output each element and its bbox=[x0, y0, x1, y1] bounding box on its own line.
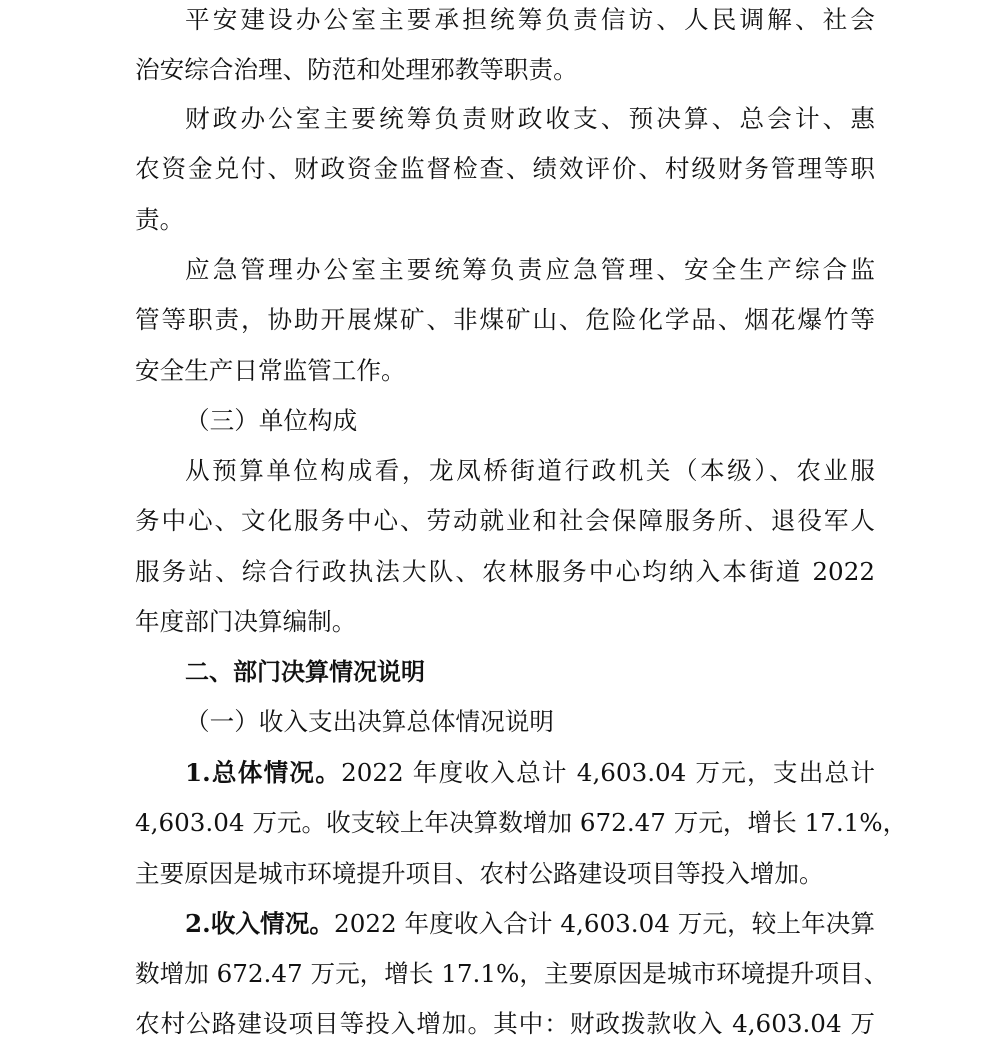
paragraph-line: 主要原因是城市环境提升项目、农村公路建设项目等投入增加。 bbox=[135, 859, 824, 888]
subsection-heading: （一）收入支出决算总体情况说明 bbox=[185, 707, 554, 736]
paragraph-line: 务中心、文化服务中心、劳动就业和社会保障服务所、退役军人 bbox=[135, 506, 875, 535]
paragraph-lead: 2.收入情况。 bbox=[185, 909, 335, 938]
paragraph-line: 安全生产日常监管工作。 bbox=[135, 356, 406, 385]
paragraph-line: 平安建设办公室主要承担统筹负责信访、人民调解、社会 bbox=[185, 5, 875, 34]
paragraph-text: 2022 年度收入总计 4,603.04 万元，支出总计 bbox=[341, 758, 875, 787]
paragraph-line: 财政办公室主要统筹负责财政收支、预决算、总会计、惠 bbox=[185, 104, 875, 133]
paragraph-line: 农资金兑付、财政资金监督检查、绩效评价、村级财务管理等职 bbox=[135, 154, 875, 183]
paragraph-line: 责。 bbox=[135, 205, 185, 234]
paragraph-line: 应急管理办公室主要统筹负责应急管理、安全生产综合监 bbox=[185, 255, 875, 284]
paragraph-line bbox=[135, 904, 875, 944]
paragraph-line: 数增加 672.47 万元，增长 17.1%，主要原因是城市环境提升项目、 bbox=[135, 959, 889, 988]
paragraph-line bbox=[135, 753, 875, 793]
paragraph-line: 农村公路建设项目等投入增加。其中：财政拨款收入 4,603.04 万 bbox=[135, 1009, 875, 1038]
paragraph-lead: 1.总体情况。 bbox=[185, 758, 342, 787]
paragraph-line: 治安综合治理、防范和处理邪教等职责。 bbox=[135, 55, 578, 84]
paragraph-line: 从预算单位构成看，龙凤桥街道行政机关（本级）、农业服 bbox=[185, 456, 875, 485]
paragraph-line: 4,603.04 万元。收支较上年决算数增加 672.47 万元，增长 17.1%， bbox=[135, 808, 908, 837]
paragraph-line: 服务站、综合行政执法大队、农林服务中心均纳入本街道 2022 bbox=[135, 557, 875, 586]
paragraph-line: 年度部门决算编制。 bbox=[135, 607, 357, 636]
subsection-heading: （三）单位构成 bbox=[185, 406, 358, 435]
section-heading: 二、部门决算情况说明 bbox=[185, 658, 425, 686]
paragraph-line: 管等职责，协助开展煤矿、非煤矿山、危险化学品、烟花爆竹等 bbox=[135, 305, 875, 334]
paragraph-text: 2022 年度收入合计 4,603.04 万元，较上年决算 bbox=[334, 909, 875, 938]
